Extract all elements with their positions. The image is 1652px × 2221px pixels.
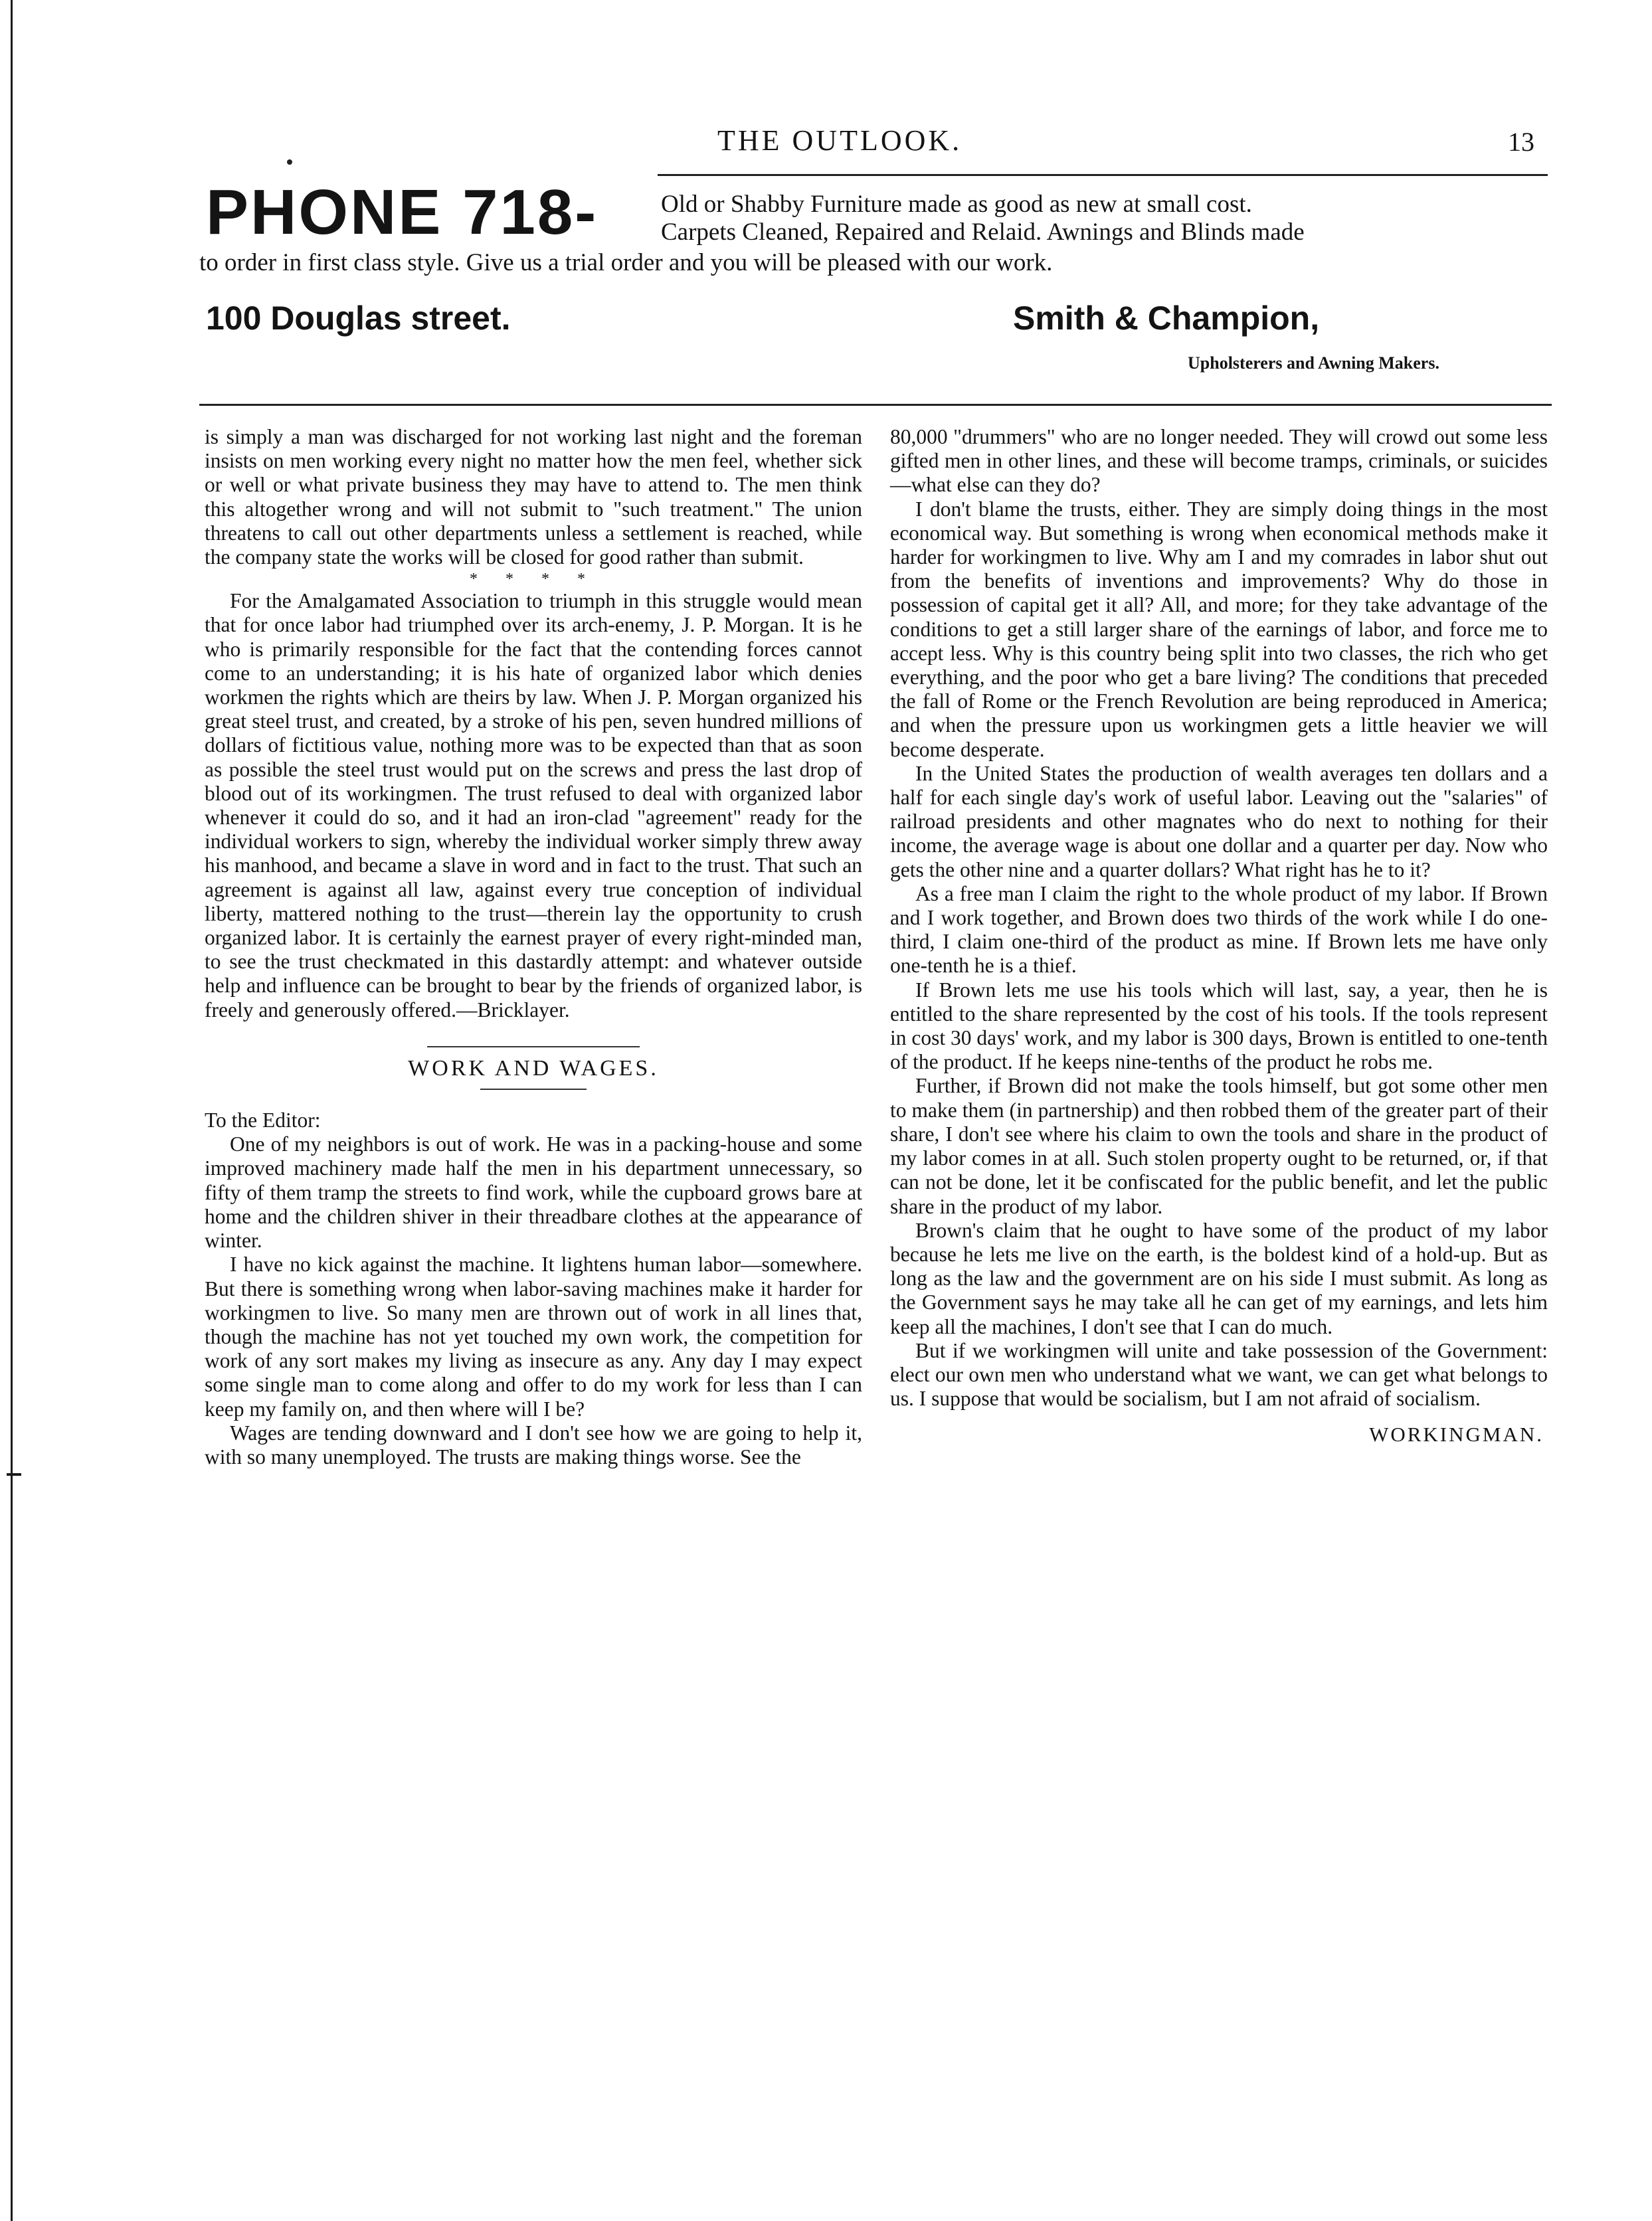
section-divider <box>427 1046 640 1047</box>
page-header <box>0 124 1652 163</box>
right-column <box>890 425 1548 1447</box>
advertisement-bottom-rule <box>199 404 1552 406</box>
letter-paragraph: One of my neighbors is out of work. He was in a packing-house and some improved machinery made half the men in his department unnecessary, so fifty of them tramp the streets to find work, while the cupboard grows bare at home and the children shiver in their threadbare clothes at the appearance of winter. <box>205 1132 862 1253</box>
letter-paragraph: 80,000 "drummers" who are no longer needed. They will crowd out some less gifted men in other lines, and these will become tramps, criminals, or suicides —what else can they do? <box>890 425 1548 497</box>
letter-paragraph: Brown's claim that he ought to have some of the product of my labor because he lets me live on the earth, is the boldest kind of a hold-up. But as long as the law and the government are on his side I must submit. As long as the Government says he may take all he can get of my earnings, and lets him keep all the machines, I don't see that I can do much. <box>890 1218 1548 1338</box>
advertisement-top-rule <box>658 174 1548 176</box>
ad-address: 100 Douglas street. <box>206 300 511 337</box>
section-stars: * * * * <box>470 571 597 588</box>
printer-dot <box>287 159 292 165</box>
ad-trade: Upholsterers and Awning Makers. <box>1188 353 1439 373</box>
letter-paragraph: Further, if Brown did not make the tools himself, but got some other men to make them (in partnership) and then robbed them of the greater part of their share, I don't see where his claim to own the tools and share in the product of my labor comes in at all. Such stolen property ought to be returned, or, if that can not be done, let it be confiscated for the public benefit, and let the public share in the product of my labor. <box>890 1074 1548 1218</box>
heading-underline <box>480 1089 587 1090</box>
letter-paragraph: I have no kick against the machine. It lightens human labor—somewhere. But there is something wrong when labor-saving machines make it harder for workingmen to live. So many men are thrown out of work in all lines that, though the machine has not yet touched my own work, the competition for work of any sort makes my living as insecure as any. Any day I may expect some single man to come along and offer to do my work for less than I can keep my family on, and then where will I be? <box>205 1253 862 1421</box>
ad-text-line: to order in first class style. Give us a trial order and you will be pleased with our work. <box>199 249 1053 276</box>
ad-phone: PHONE 718- <box>206 177 598 248</box>
article-heading: WORK AND WAGES. <box>408 1055 659 1081</box>
page-edge-tick <box>7 1473 21 1476</box>
letter-paragraph: I don't blame the trusts, either. They are simply doing things in the most economical way. But something is wrong when economical methods make it harder for workingmen to live. Why am I and my comrades in labor shut out from the benefits of inventions and improvements? Why do those in possession of capital get it all? All, and more; for they take advantage of the conditions to get a still larger share of the earnings of labor, and force me to accept less. Why is this country being split into two classes, the rich who get everything, and the poor who get a bare living? The conditions that preceded the fall of Rome or the French Revolution are being reproduced in America; and when the pressure upon us workingmen gets a little heavier we will become desperate. <box>890 497 1548 761</box>
letter-signature: WORKINGMAN. <box>1369 1423 1544 1447</box>
article-paragraph: For the Amalgamated Association to triumph in this struggle would mean that for once labor had triumphed over its arch-enemy, J. P. Morgan. It is he who is primarily responsible for the fact that the contending forces cannot come to an understanding; it is his hate of organized labor which denies workmen the rights which are theirs by law. When J. P. Morgan organized his great steel trust, and created, by a stroke of his pen, seven hundred millions of dollars of fictitious value, nothing more was to be expected than that as soon as possible the steel trust would put on the screws and press the last drop of blood out of its workingmen. The trust refused to deal with organized labor whenever it could do so, and it had an iron-clad "agreement" ready for the individual workers to sign, whereby the individual worker simply threw away his manhood, and became a slave in word and in fact to the trust. That such an agreement is against all law, against every true conception of individual liberty, mattered nothing to the trust—therein lay the opportunity to crush organized labor. It is certainly the earnest prayer of every right-minded man, to see the trust checkmated in this dastardly attempt: and whatever outside help and influence can be brought to bear by the friends of organized labor, is freely and generously offered.—Bricklayer. <box>205 589 862 1022</box>
letter-paragraph: As a free man I claim the right to the whole product of my labor. If Brown and I work together, and Brown does two thirds of the work while I do one-third, I claim one-third of the product as mine. If Brown lets me have only one-tenth he is a thief. <box>890 881 1548 978</box>
page-edge-line <box>11 0 13 2221</box>
page-number: 13 <box>1508 127 1534 157</box>
left-column <box>205 425 862 1469</box>
letter-paragraph: In the United States the production of wealth averages ten dollars and a half for each single day's work of useful labor. Leaving out the "salaries" of railroad presidents and other magnates who do next to nothing for their income, the average wage is about one dollar and a quarter per day. Now who gets the other nine and a quarter dollars? What right has he to it? <box>890 761 1548 881</box>
advertisement <box>199 177 1554 393</box>
letter-greeting: To the Editor: <box>205 1109 321 1132</box>
letter-paragraph: If Brown lets me use his tools which will last, say, a year, then he is entitled to the share represented by the cost of his tools. If the tools represent in cost 30 days' work, and my labor is 300 days, Brown is entitled to one-tenth of the product. If he keeps nine-tenths of the product he robs me. <box>890 978 1548 1074</box>
ad-text-line: Old or Shabby Furniture made as good as new at small cost. <box>661 191 1252 218</box>
ad-text-line: Carpets Cleaned, Repaired and Relaid. Awnings and Blinds made <box>661 219 1305 246</box>
letter-paragraph: But if we workingmen will unite and take possession of the Government: elect our own men who understand what we want, we can get what belongs to us. I suppose that would be socialism, but I am not afraid of socialism. <box>890 1338 1548 1411</box>
masthead: THE OUTLOOK. <box>717 124 963 157</box>
article-paragraph: is simply a man was discharged for not working last night and the foreman insists on men working every night no matter how the men feel, whether sick or well or what private business they may have to attend to. The men think this altogether wrong and will not submit to "such treatment." The union threatens to call out other departments unless a settlement is reached, while the company state the works will be closed for good rather than submit. <box>205 425 862 569</box>
letter-paragraph: Wages are tending downward and I don't see how we are going to help it, with so many unemployed. The trusts are making things worse. See the <box>205 1421 862 1468</box>
ad-firm-name: Smith & Champion, <box>1013 300 1320 337</box>
